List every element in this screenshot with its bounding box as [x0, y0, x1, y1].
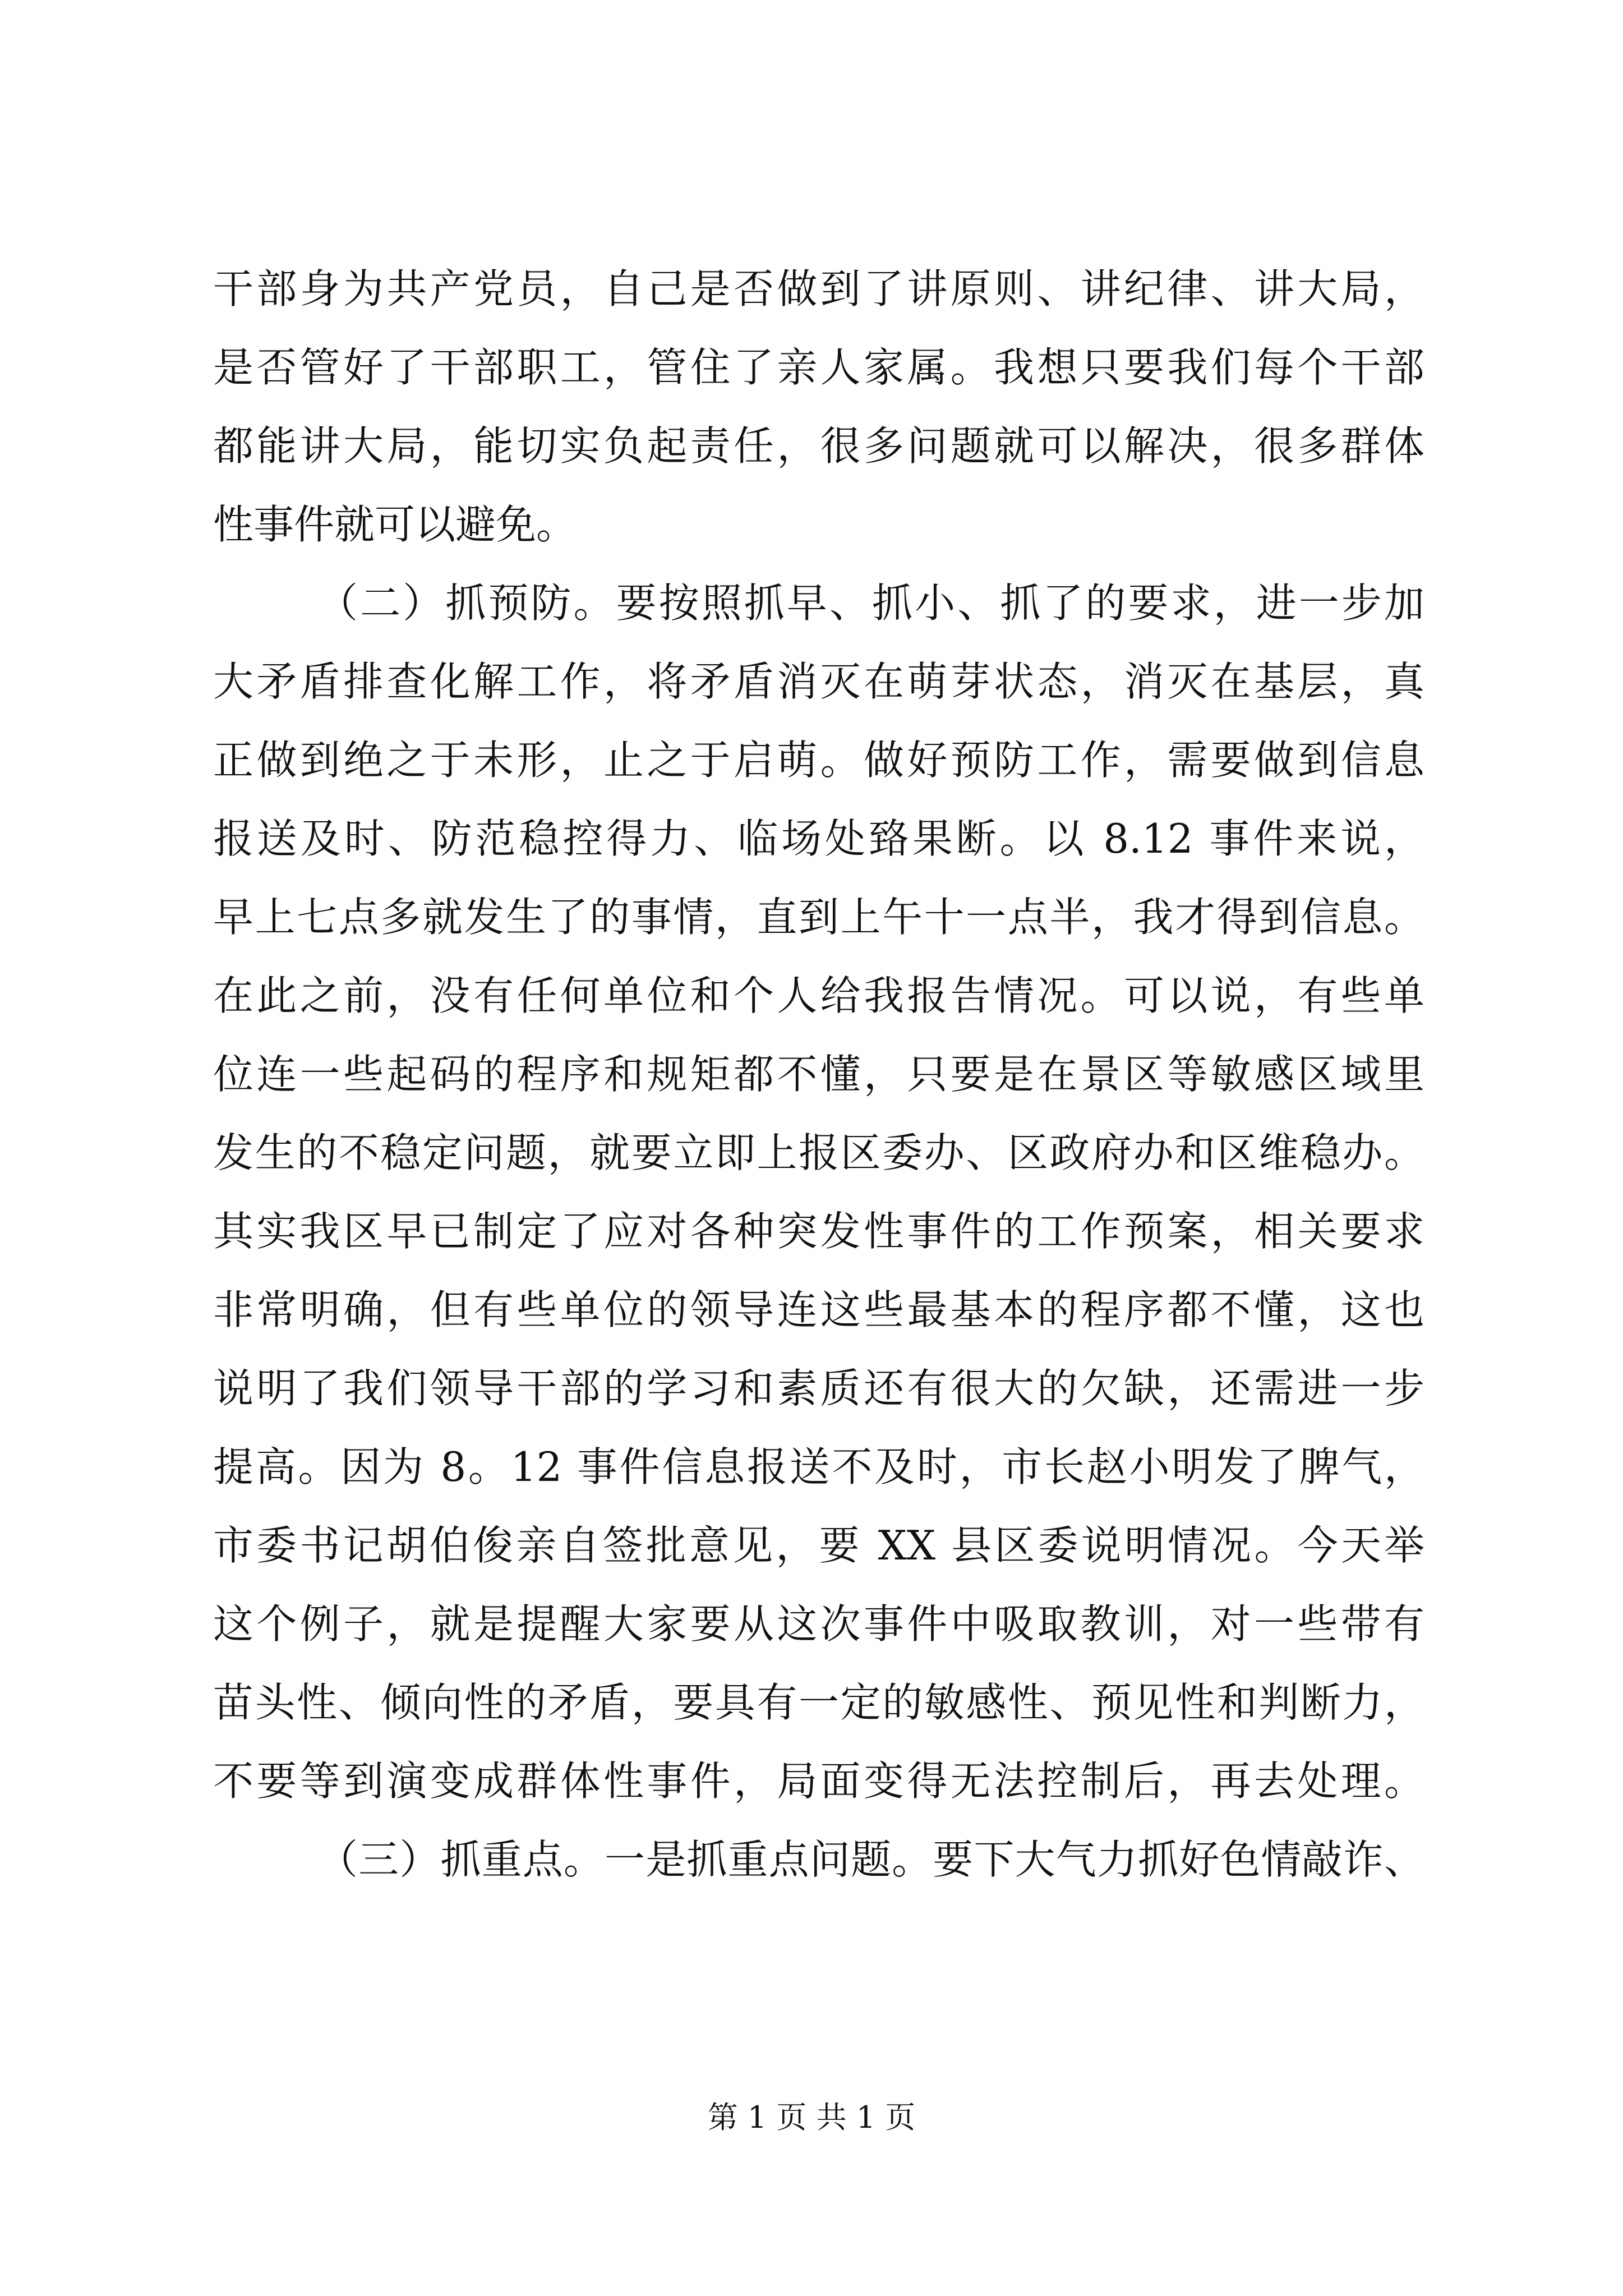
- text-line: 是否管好了干部职工，管住了亲人家属。我想只要我们每个干部: [213, 344, 1424, 391]
- text-line: 正做到绝之于未形，止之于启萌。做好预防工作，需要做到信息: [213, 737, 1424, 784]
- text-line: 在此之前，没有任何单位和个人给我报告情况。可以说，有些单: [213, 972, 1424, 1019]
- text-line: 非常明确，但有些单位的领导连这些最基本的程序都不懂，这也: [213, 1286, 1424, 1333]
- text-line: 干部身为共产党员，自己是否做到了讲原则、讲纪律、讲大局，: [213, 265, 1424, 312]
- text-line: 提高。因为 8。12 事件信息报送不及时，市长赵小明发了脾气，: [213, 1443, 1424, 1490]
- paragraph-start-line: （三）抓重点。一是抓重点问题。要下大气力抓好色情敲诈、: [317, 1836, 1424, 1883]
- text-line: 都能讲大局，能切实负起责任，很多问题就可以解决，很多群体: [213, 422, 1424, 470]
- text-line: 其实我区早已制定了应对各种突发性事件的工作预案，相关要求: [213, 1208, 1424, 1255]
- text-line: 说明了我们领导干部的学习和素质还有很大的欠缺，还需进一步: [213, 1365, 1424, 1412]
- text-line: 发生的不稳定问题，就要立即上报区委办、区政府办和区维稳办。: [213, 1129, 1424, 1176]
- text-line: 性事件就可以避免。: [213, 501, 577, 548]
- text-line: 市委书记胡伯俊亲自签批意见，要 XX 县区委说明情况。今天举: [213, 1522, 1424, 1569]
- text-line: 这个例子，就是提醒大家要从这次事件中吸取教训，对一些带有: [213, 1600, 1424, 1648]
- text-line: 大矛盾排查化解工作，将矛盾消灭在萌芽状态，消灭在基层，真: [213, 658, 1424, 705]
- text-line: 不要等到演变成群体性事件，局面变得无法控制后，再去处理。: [213, 1757, 1424, 1805]
- text-line: 位连一些起码的程序和规矩都不懂，只要是在景区等敏感区域里: [213, 1051, 1424, 1098]
- text-line: 早上七点多就发生了的事情，直到上午十一点半，我才得到信息。: [213, 894, 1424, 941]
- text-line: 报送及时、防范稳控得力、临场处臵果断。以 8.12 事件来说，: [213, 815, 1424, 862]
- text-line: 苗头性、倾向性的矛盾，要具有一定的敏感性、预见性和判断力，: [213, 1679, 1424, 1726]
- page-footer: 第 1 页 共 1 页: [707, 2100, 916, 2135]
- paragraph-start-line: （二）抓预防。要按照抓早、抓小、抓了的要求，进一步加: [317, 579, 1424, 627]
